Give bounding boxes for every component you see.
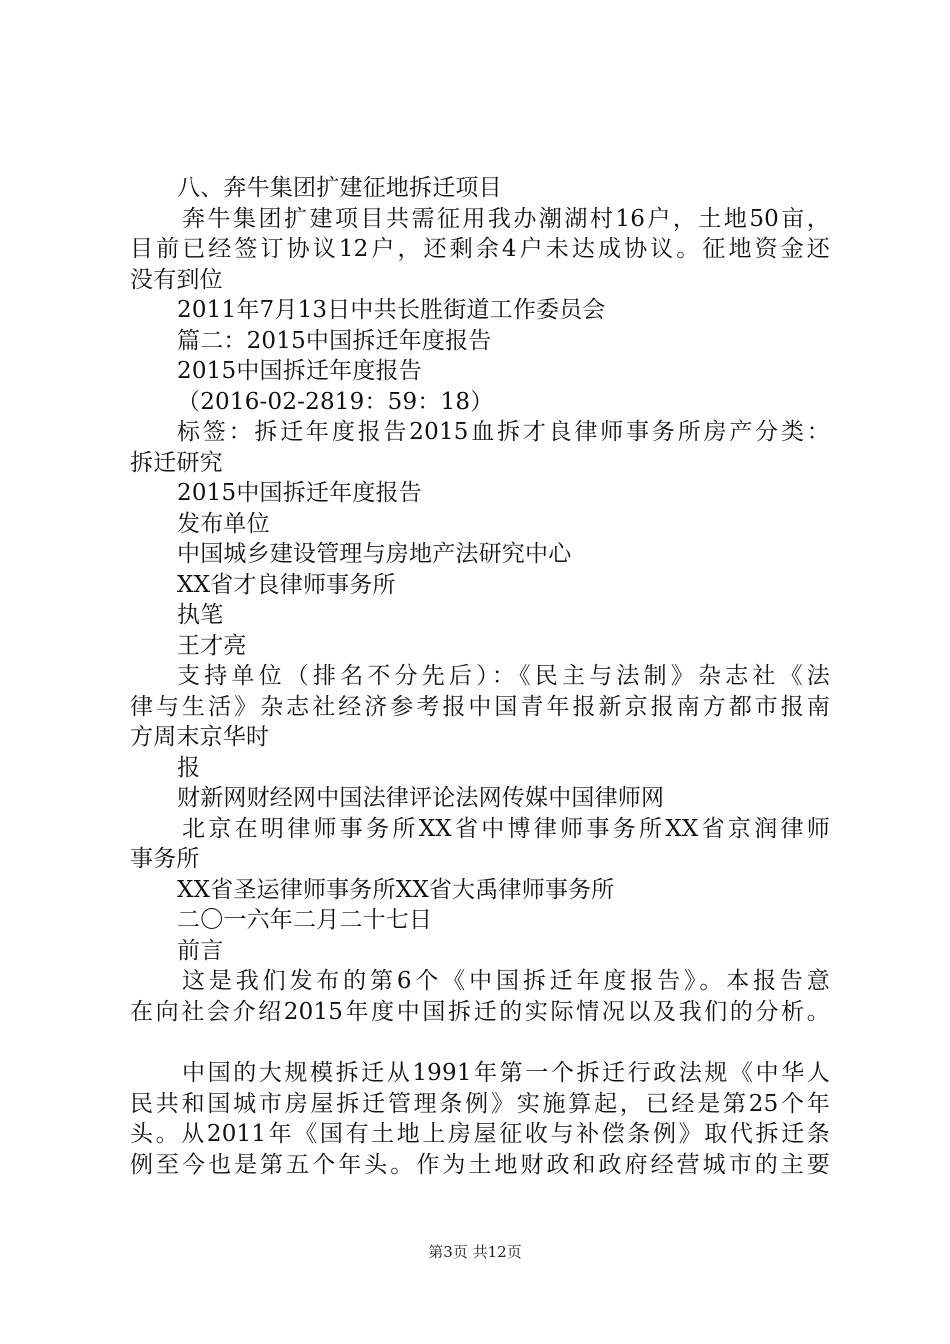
paragraph-line: 头。从2011年《国有土地上房屋征收与补偿条例》取代拆迁条 [130, 1121, 830, 1147]
paragraph-line: 例至今也是第五个年头。作为土地财政和政府经营城市的主要 [130, 1151, 830, 1178]
paragraph-line: 事务所 [130, 846, 200, 872]
section-heading: 八、奔牛集团扩建征地拆迁项目 [177, 175, 502, 201]
paragraph-line: 奔牛集团扩建项目共需征用我办潮湖村16户，土地50亩， [182, 205, 830, 232]
tags-line: 拆迁研究 [130, 449, 223, 476]
tags-line: 标签：拆迁年度报告2015血拆才良律师事务所房产分类： [177, 419, 830, 445]
chapter-heading: 篇二：2015中国拆迁年度报告 [177, 327, 492, 354]
paragraph-line: 发布单位 [177, 510, 270, 537]
paragraph-line: 执笔 [177, 602, 224, 628]
paragraph-line: 中国的大规模拆迁从1991年第一个拆迁行政法规《中华人 [182, 1060, 830, 1086]
paragraph-line: 财新网财经网中国法律评论法网传媒中国律师网 [177, 785, 665, 811]
timestamp: （2016-02-2819：59：18） [177, 388, 494, 415]
paragraph-gap [130, 1027, 830, 1058]
report-title: 2015中国拆迁年度报告 [177, 480, 422, 506]
paragraph-line: 中国城乡建设管理与房地产法研究中心 [177, 541, 572, 567]
paragraph-line: 北京在明律师事务所XX省中博律师事务所XX省京润律师 [182, 815, 830, 842]
paragraph-line: 2011年7月13日中共长胜街道工作委员会 [177, 297, 606, 323]
paragraph-line: 报 [177, 754, 201, 781]
paragraph-line: 没有到位 [130, 266, 223, 293]
report-title: 2015中国拆迁年度报告 [177, 358, 422, 384]
paragraph-line: 目前已经签订协议12户，还剩余4户未达成协议。征地资金还 [130, 236, 830, 262]
page-number: 第3页 共12页 [428, 1243, 522, 1261]
paragraph-line: 这是我们发布的第6个《中国拆迁年度报告》。本报告意 [182, 968, 830, 994]
document-body [130, 173, 830, 1180]
paragraph-line: 王才亮 [177, 632, 247, 659]
paragraph-line: 在向社会介绍2015年度中国拆迁的实际情况以及我们的分析。 [130, 998, 830, 1025]
paragraph-line: XX省圣运律师事务所XX省大禹律师事务所 [177, 876, 615, 903]
paragraph-line: 民共和国城市房屋拆迁管理条例》实施算起，已经是第25个年 [130, 1090, 830, 1117]
paragraph-line: XX省才良律师事务所 [177, 571, 396, 598]
section-heading: 前言 [177, 937, 224, 964]
paragraph-line: 支持单位（排名不分先后）：《民主与法制》杂志社《法 [177, 663, 830, 689]
paragraph-line: 方周末京华时 [130, 724, 270, 750]
paragraph-line: 二〇一六年二月二十七日 [177, 907, 433, 933]
paragraph-line: 律与生活》杂志社经济参考报中国青年报新京报南方都市报南 [130, 693, 830, 720]
